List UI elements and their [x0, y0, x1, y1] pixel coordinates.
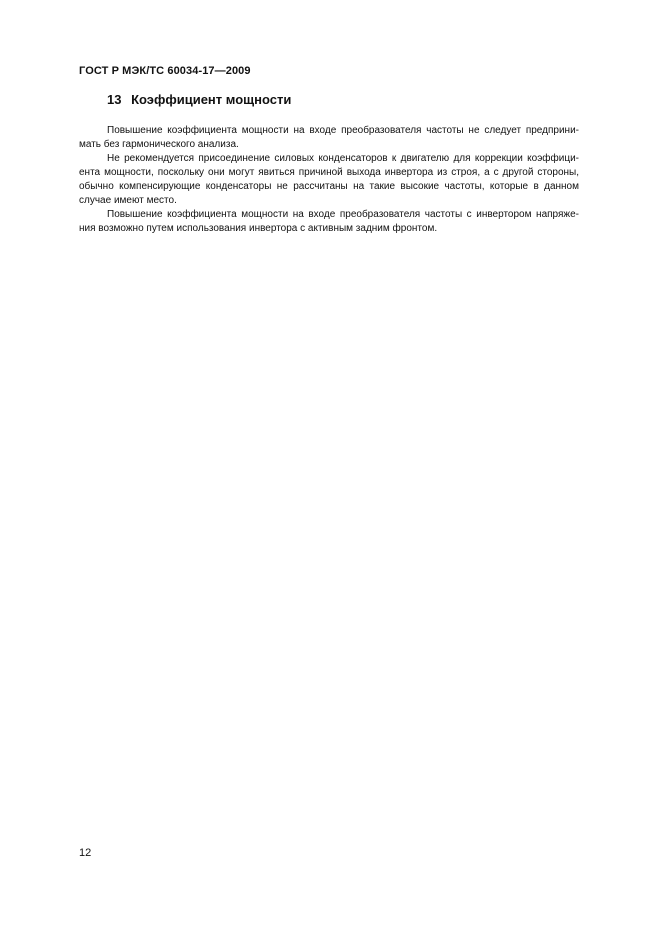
section-body — [79, 124, 579, 236]
section-title: Коэффициент мощности — [131, 92, 292, 107]
paragraph: Повышение коэффициента мощности на входе преобразователя частоты с инвертором напряже-ния возможно путем использования инвертора с активным задним фронтом. — [79, 209, 579, 234]
section-number: 13 — [107, 92, 122, 107]
paragraph: Повышение коэффициента мощности на входе преобразователя частоты не следует предприни-мать без гармонического анализа. — [79, 125, 579, 150]
section-heading — [107, 92, 291, 107]
page-number: 12 — [79, 847, 92, 859]
paragraph: Не рекомендуется присоединение силовых конденсаторов к двигателю для коррекции коэффици-ента мощности, поскольку они могут явиться причиной выхода инвертора из строя, а с другой стороны, обычно компенсирующие конденсаторы не рассчитаны на такие высокие частоты, которые в данном случае имеют место. — [79, 153, 579, 206]
document-standard-header: ГОСТ Р МЭК/ТС 60034-17—2009 — [79, 65, 251, 77]
